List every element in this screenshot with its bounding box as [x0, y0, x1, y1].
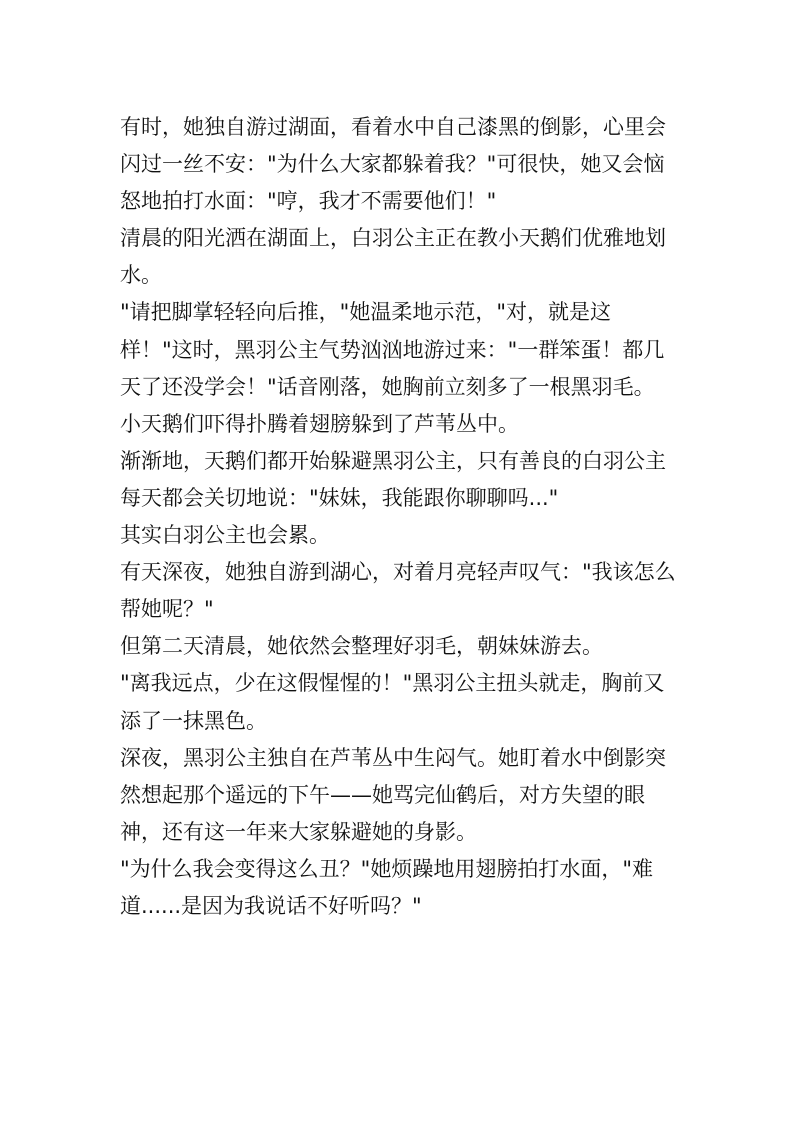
paragraph: 渐渐地，天鹅们都开始躲避黑羽公主，只有善良的白羽公主每天都会关切地说："妹妹，我能跟你聊聊吗..."	[120, 448, 666, 510]
document-page	[120, 109, 680, 925]
paragraph: 但第二天清晨，她依然会整理好羽毛，朝妹妹游去。	[120, 634, 603, 659]
paragraph: "离我远点，少在这假惺惺的！"黑羽公主扭头就走，胸前又添了一抹黑色。	[120, 671, 665, 733]
paragraph: "为什么我会变得这么丑？"她烦躁地用翅膀拍打水面，"难道......是因为我说话不好听吗？"	[120, 856, 653, 918]
paragraph: 有天深夜，她独自游到湖心，对着月亮轻声叹气："我该怎么帮她呢？"	[120, 560, 676, 622]
paragraph: 其实白羽公主也会累。	[120, 523, 330, 548]
paragraph: 清晨的阳光洒在湖面上，白羽公主正在教小天鹅们优雅地划水。	[120, 226, 666, 288]
paragraph: 深夜，黑羽公主独自在芦苇丛中生闷气。她盯着水中倒影突然想起那个遥远的下午——她骂完仙鹤后，对方失望的眼神，还有这一年来大家躲避她的身影。	[120, 745, 666, 844]
paragraph: "请把脚掌轻轻向后推，"她温柔地示范，"对，就是这样！"这时，黑羽公主气势汹汹地游过来："一群笨蛋！都几天了还没学会！"话音刚落，她胸前立刻多了一根黑羽毛。	[120, 300, 665, 399]
paragraph: 有时，她独自游过湖面，看着水中自己漆黑的倒影，心里会闪过一丝不安："为什么大家都躲着我？"可很快，她又会恼怒地拍打水面："哼，我才不需要他们！"	[120, 115, 666, 214]
paragraph: 小天鹅们吓得扑腾着翅膀躲到了芦苇丛中。	[120, 411, 519, 436]
